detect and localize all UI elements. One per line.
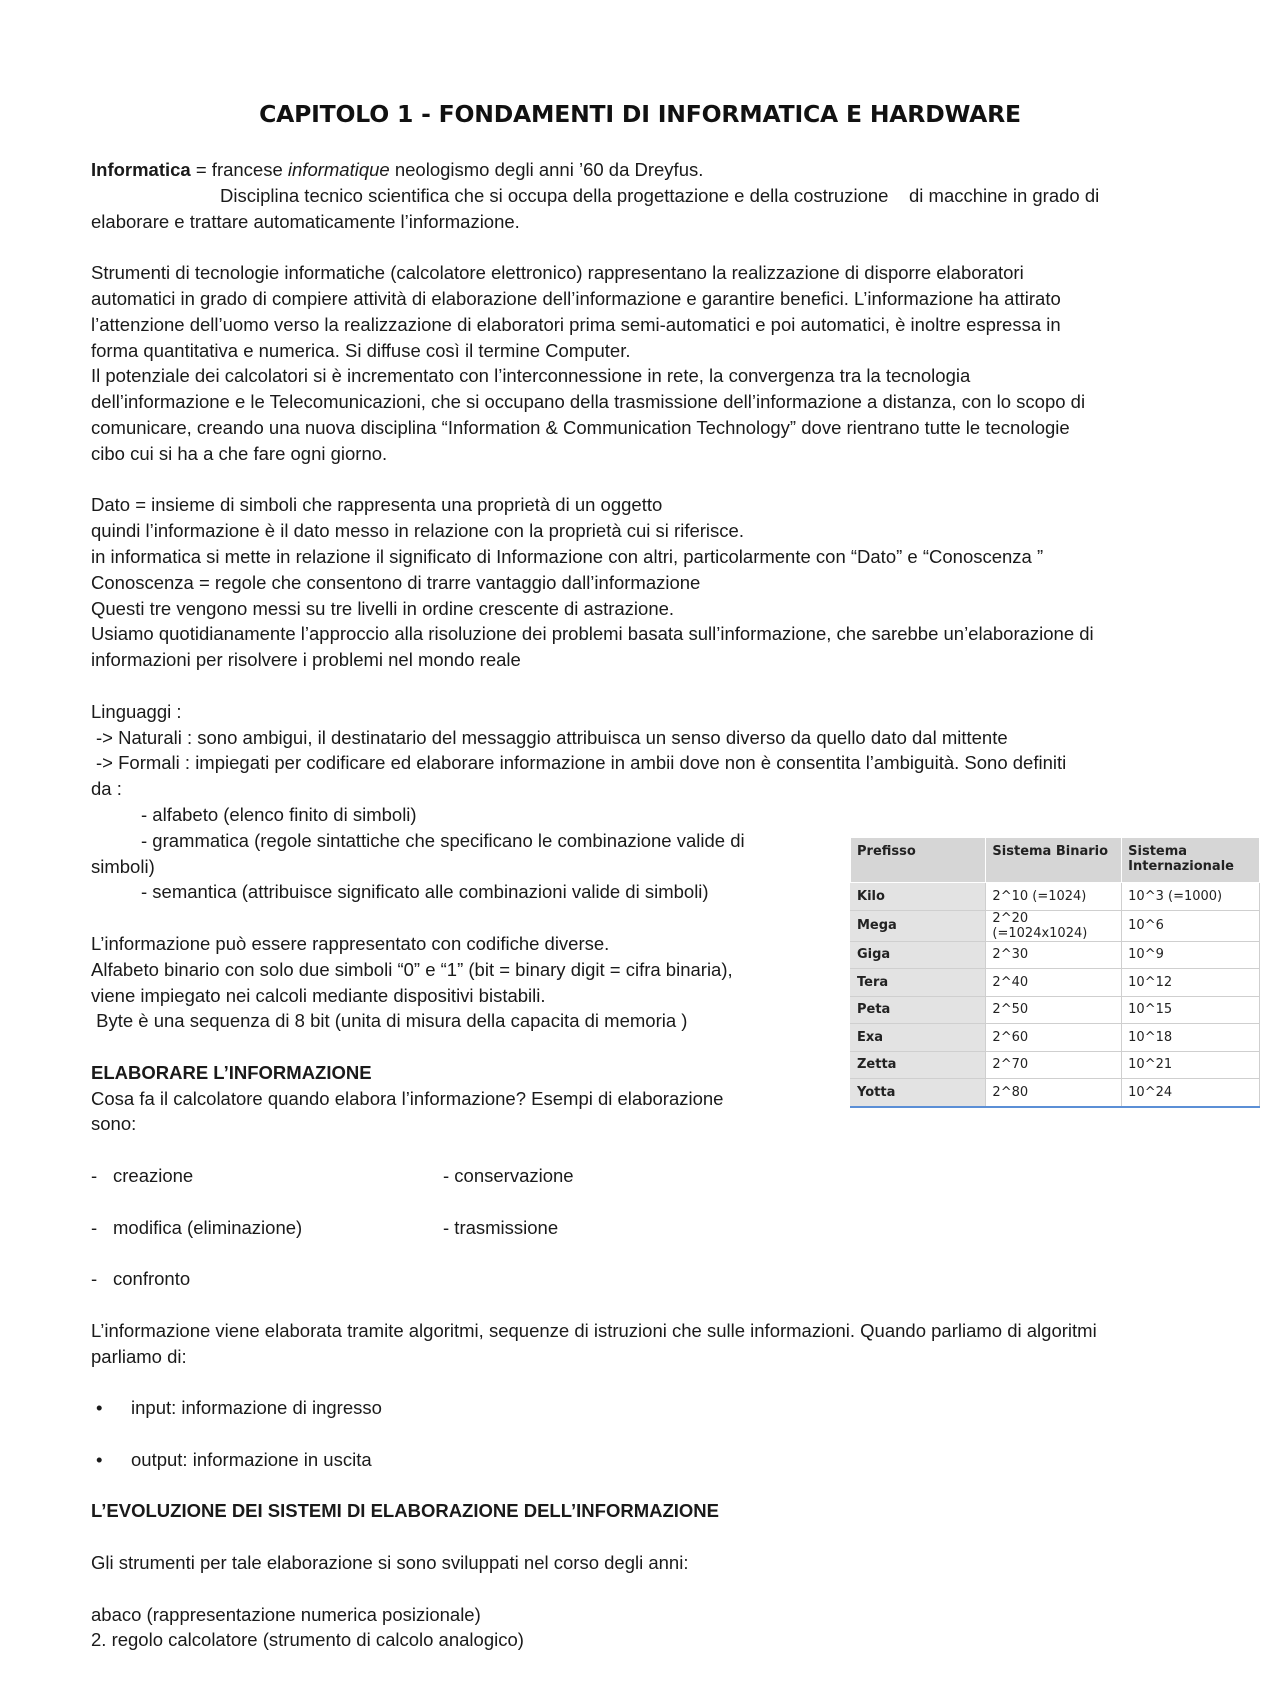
table-cell: 2^50 <box>986 996 1122 1024</box>
table-row <box>851 910 1260 941</box>
bullet-icon: • <box>96 1448 103 1470</box>
table-cell: 10^18 <box>1122 1024 1260 1052</box>
table-cell: 2^60 <box>986 1024 1122 1052</box>
paragraph-line: informazioni per risolvere i problemi nel mondo reale <box>91 649 521 671</box>
list-item-semantica: - semantica (attribuisce significato alle combinazioni valide di simboli) <box>141 881 709 903</box>
op-trasmissione: - trasmissione <box>443 1216 559 1238</box>
paragraph-line: cibo cui si ha a che fare ogni giorno. <box>91 442 388 464</box>
paragraph-line: quindi l’informazione è il dato messo in relazione con la proprietà cui si riferisce. <box>91 520 744 542</box>
section-heading-elaborare: ELABORARE L’INFORMAZIONE <box>91 1061 372 1083</box>
operations-row <box>91 1266 1216 1292</box>
linguaggi-formali-cont: da : <box>91 778 122 800</box>
table-cell: 10^15 <box>1122 996 1260 1024</box>
intro-line-3: elaborare e trattare automaticamente l’informazione. <box>91 210 520 232</box>
column-header: Sistema Internazionale <box>1122 838 1260 883</box>
table-cell: 10^21 <box>1122 1051 1260 1079</box>
list-item-regolo: 2. regolo calcolatore (strumento di calcolo analogico) <box>91 1629 524 1651</box>
list-item-alfabeto: - alfabeto (elenco finito di simboli) <box>141 803 417 825</box>
linguaggi-heading: Linguaggi : <box>91 700 182 722</box>
paragraph-line: forma quantitativa e numerica. Si diffuse così il termine Computer. <box>91 339 631 361</box>
paragraph-line: automatici in grado di compiere attività di elaborazione dell’informazione e garantire benefici. L’informazione ha attirato <box>91 287 1061 309</box>
bullet-item-input: • input: informazione di ingresso <box>91 1395 1216 1421</box>
column-header: Prefisso <box>851 838 986 883</box>
term-informatique: informatique <box>287 159 390 180</box>
paragraph-line: Dato = insieme di simboli che rappresenta una proprietà di un oggetto <box>91 494 663 516</box>
intro-line-2: Disciplina tecnico scientifica che si occupa della progettazione e della costruzione di macchine in grado di <box>220 184 1100 206</box>
table-cell: 2^80 <box>986 1079 1122 1107</box>
paragraph-line: Strumenti di tecnologie informatiche (calcolatore elettronico) rappresentano la realizzazione di disporre elaboratori <box>91 262 1024 284</box>
table-cell: Zetta <box>851 1051 986 1079</box>
paragraph-line: comunicare, creando una nuova disciplina “Information & Communication Technology” dove rientrano tutte le tecnologie <box>91 416 1070 438</box>
table-cell: 2^40 <box>986 969 1122 997</box>
table-cell: 10^24 <box>1122 1079 1260 1107</box>
paragraph-line: Usiamo quotidianamente l’approccio alla risoluzione dei problemi basata sull’informazione, che sarebbe un’elaborazione di <box>91 623 1094 645</box>
operations-row <box>91 1215 1216 1241</box>
intro-line-1: Informatica = francese informatique neologismo degli anni ’60 da Dreyfus. <box>91 159 704 180</box>
op-confronto: confronto <box>113 1268 191 1290</box>
column-header: Sistema Binario <box>986 838 1122 883</box>
linguaggi-formali: -> Formali : impiegati per codificare ed elaborare informazione in ambii dove non è consentita l’ambiguità. Sono definiti <box>96 752 1067 774</box>
paragraph-line: Alfabeto binario con solo due simboli “0” e “1” (bit = binary digit = cifra binaria), <box>91 958 733 980</box>
table-cell: Peta <box>851 996 986 1024</box>
table-cell: Yotta <box>851 1079 986 1107</box>
table-row <box>851 941 1260 969</box>
bullet-icon: • <box>96 1397 103 1419</box>
table-cell: 2^70 <box>986 1051 1122 1079</box>
table-cell: 10^6 <box>1122 910 1260 941</box>
table-cell: Exa <box>851 1024 986 1052</box>
paragraph-line: Il potenziale dei calcolatori si è incrementato con l’interconnessione in rete, la convergenza tra la tecnologia <box>91 365 971 387</box>
dash-marker: - <box>91 1216 98 1238</box>
paragraph-line: Gli strumenti per tale elaborazione si sono sviluppati nel corso degli anni: <box>91 1552 689 1574</box>
table-row <box>851 969 1260 997</box>
dash-marker: - <box>91 1268 98 1290</box>
dash-marker: - <box>91 1165 98 1187</box>
page-title: CAPITOLO 1 - FONDAMENTI DI INFORMATICA E HARDWARE <box>259 100 1021 128</box>
table-cell: 10^3 (=1000) <box>1122 883 1260 911</box>
table-cell: Giga <box>851 941 986 969</box>
section-heading-evoluzione: L’EVOLUZIONE DEI SISTEMI DI ELABORAZIONE DELL’INFORMAZIONE <box>91 1500 719 1522</box>
paragraph-line: Cosa fa il calcolatore quando elabora l’informazione? Esempi di elaborazione <box>91 1087 724 1109</box>
term-informatica: Informatica <box>91 159 191 180</box>
paragraph-line: Byte è una sequenza di 8 bit (unita di misura della capacita di memoria ) <box>91 1010 688 1032</box>
table-row <box>851 996 1260 1024</box>
linguaggi-naturali: -> Naturali : sono ambigui, il destinatario del messaggio attribuisca un senso diverso da quello dato dal mittente <box>96 726 1008 748</box>
paragraph-line: Conoscenza = regole che consentono di trarre vantaggio dall’informazione <box>91 571 701 593</box>
list-item-abaco: abaco (rappresentazione numerica posizionale) <box>91 1603 481 1625</box>
paragraph-line: sono: <box>91 1113 137 1135</box>
paragraph-line: in informatica si mette in relazione il significato di Informazione con altri, particolarmente con “Dato” e “Conoscenza ” <box>91 545 1044 567</box>
paragraph-line: parliamo di: <box>91 1345 187 1367</box>
table-row <box>851 1024 1260 1052</box>
table-row <box>851 1051 1260 1079</box>
operations-row <box>91 1163 1216 1189</box>
table-cell: 10^12 <box>1122 969 1260 997</box>
table-header-row <box>851 838 1260 883</box>
paragraph-line: l’attenzione dell’uomo verso la realizzazione di elaboratori prima semi-automatici e poi automatici, è inoltre espressa in <box>91 313 1061 335</box>
table-cell: 2^20 (=1024x1024) <box>986 910 1122 941</box>
table-row <box>851 883 1260 911</box>
op-conservazione: - conservazione <box>443 1165 574 1187</box>
table-cell: 2^30 <box>986 941 1122 969</box>
op-modifica: modifica (eliminazione) <box>113 1216 303 1238</box>
table-cell: 10^9 <box>1122 941 1260 969</box>
paragraph-line: viene impiegato nei calcoli mediante dispositivi bistabili. <box>91 984 546 1006</box>
table-row <box>851 1079 1260 1107</box>
bullet-item-output: • output: informazione in uscita <box>91 1447 1216 1473</box>
paragraph-line: L’informazione può essere rappresentato con codifiche diverse. <box>91 932 610 954</box>
table-cell: Mega <box>851 910 986 941</box>
prefix-table <box>850 837 1260 1108</box>
list-item-grammatica-cont: simboli) <box>91 855 155 877</box>
list-item-grammatica: - grammatica (regole sintattiche che specificano le combinazione valide di <box>141 829 745 851</box>
op-creazione: creazione <box>113 1165 194 1187</box>
table-cell: 2^10 (=1024) <box>986 883 1122 911</box>
table-cell: Kilo <box>851 883 986 911</box>
table-cell: Tera <box>851 969 986 997</box>
paragraph-line: dell’informazione e le Telecomunicazioni, che si occupano della trasmissione dell’informazione a distanza, con lo scopo di <box>91 391 1086 413</box>
paragraph-line: L’informazione viene elaborata tramite algoritmi, sequenze di istruzioni che sulle informazioni. Quando parliamo di algoritmi <box>91 1319 1097 1341</box>
paragraph-line: Questi tre vengono messi su tre livelli in ordine crescente di astrazione. <box>91 597 675 619</box>
